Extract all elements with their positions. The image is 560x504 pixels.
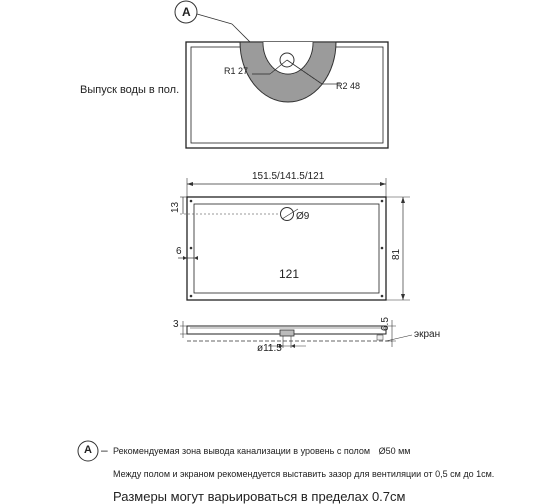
screen-label: экран [414, 329, 441, 340]
note-line-1-dim: Ø50 мм [378, 446, 411, 456]
offset-left-dimension: 6 [176, 246, 182, 257]
screen-leader [386, 335, 412, 341]
note-line-2: Между полом и экраном рекомендуется выставить зазор для вентиляции от 0,5 см до 1см. [113, 469, 495, 479]
top-view [175, 1, 388, 148]
leader-line [197, 14, 232, 24]
arrow-head [380, 182, 386, 186]
hole-diameter-label: Ø9 [296, 211, 310, 222]
section-drain [280, 330, 294, 336]
screen-bracket [377, 335, 383, 340]
arrow-head [291, 344, 295, 348]
section-view [180, 320, 412, 348]
radius-large-label: R2 48 [336, 81, 361, 91]
arrow-head [187, 182, 193, 186]
thickness-label: 3 [173, 319, 179, 330]
note-line-1-text: Рекомендуемая зона вывода канализации в уровень с полом [113, 446, 371, 456]
marker-a-label: A [182, 5, 191, 19]
inner-dimension: 121 [279, 267, 300, 281]
arrow-head [401, 294, 405, 300]
note-line-3: Размеры могут варьироваться в пределах 0.7см [113, 489, 406, 504]
section-height-label: 6.5 [380, 317, 391, 331]
arrow-head [401, 197, 405, 203]
width-dimension: 151.5/141.5/121 [252, 171, 325, 182]
radius-small-label: R1 27 [224, 66, 249, 76]
drain-diameter-label: ø11.5 [257, 343, 282, 354]
note-dash: – [101, 443, 108, 457]
offset-top-dimension: 13 [170, 201, 181, 213]
note-marker-a-label: A [84, 444, 92, 456]
outlet-label: Выпуск воды в пол. [80, 84, 180, 96]
note-line-1 [113, 447, 410, 456]
arrow-head [194, 256, 198, 260]
height-dimension: 81 [391, 248, 402, 260]
plan-view [178, 178, 410, 300]
